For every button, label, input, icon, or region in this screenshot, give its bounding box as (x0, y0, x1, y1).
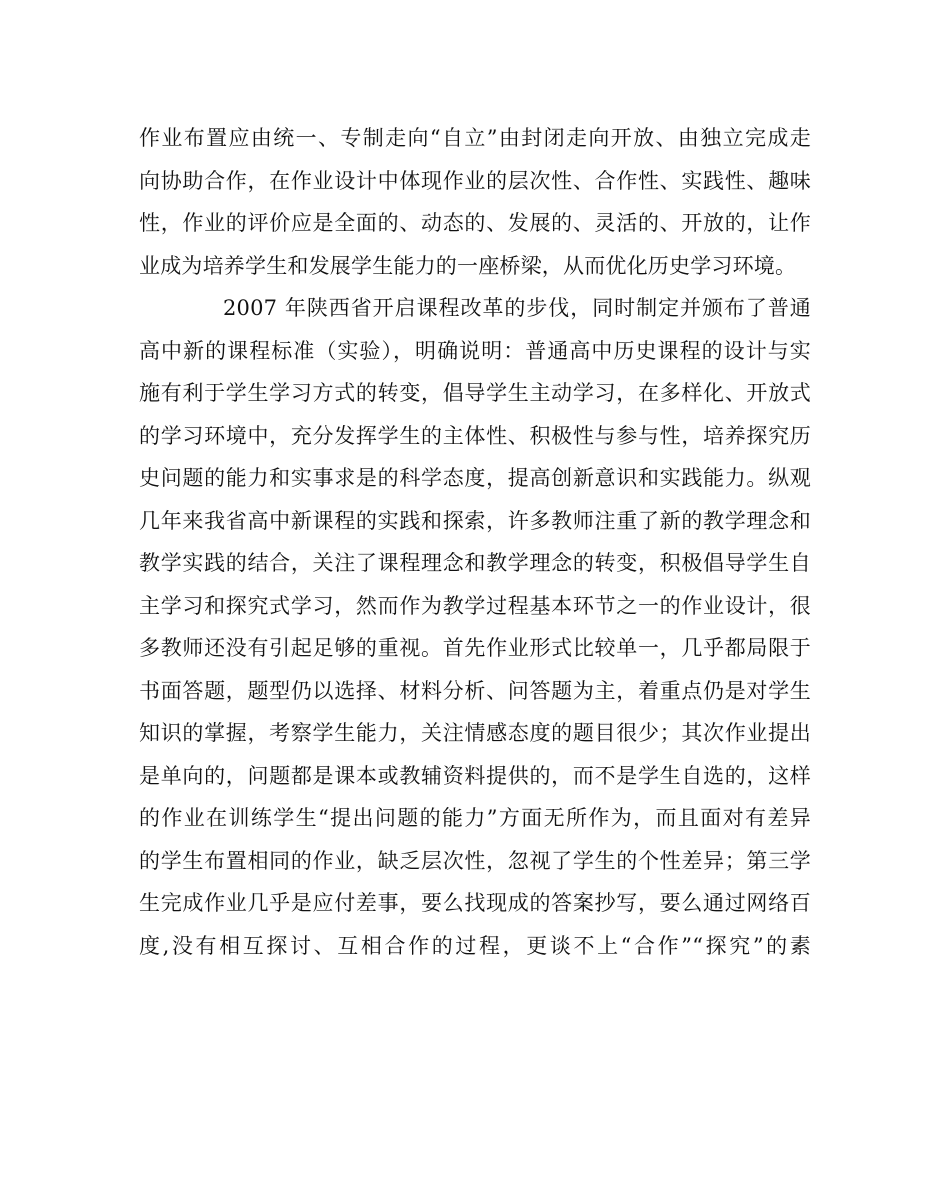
text-line: 几年来我省高中新课程的实践和探索，许多教师注重了新的教学理念和 (139, 508, 811, 533)
text-line: 的学习环境中，充分发挥学生的主体性、积极性与参与性，培养探究历 (139, 423, 811, 448)
text-line: 是单向的，问题都是课本或教辅资料提供的，而不是学生自选的，这样 (139, 763, 811, 788)
text-line: 向协助合作，在作业设计中体现作业的层次性、合作性、实践性、趣味 (139, 168, 811, 193)
text-line: 主学习和探究式学习，然而作为教学过程基本环节之一的作业设计，很 (139, 593, 811, 618)
text-line: 高中新的课程标准（实验），明确说明：普通高中历史课程的设计与实 (139, 338, 811, 363)
text-line: 性，作业的评价应是全面的、动态的、发展的、灵活的、开放的，让作 (139, 211, 811, 235)
text-line: 2007 年陕西省开启课程改革的步伐，同时制定并颁布了普通 (223, 296, 811, 320)
text-line: 知识的掌握，考察学生能力，关注情感态度的题目很少；其次作业提出 (139, 721, 811, 745)
text-line: 度,没有相互探讨、互相合作的过程，更谈不上“合作”“探究”的素 (139, 933, 811, 958)
text-line: 的作业在训练学生“提出问题的能力”方面无所作为，而且面对有差异 (139, 806, 811, 830)
body-text (139, 117, 811, 967)
text-line: 施有利于学生学习方式的转变，倡导学生主动学习，在多样化、开放式 (139, 381, 811, 405)
text-line: 作业布置应由统一、专制走向“自立”由封闭走向开放、由独立完成走 (139, 126, 811, 150)
text-line: 多教师还没有引起足够的重视。首先作业形式比较单一，几乎都局限于 (139, 636, 811, 660)
text-line: 的学生布置相同的作业，缺乏层次性，忽视了学生的个性差异；第三学 (139, 848, 811, 873)
text-line: 教学实践的结合，关注了课程理念和教学理念的转变，积极倡导学生自 (139, 551, 811, 575)
text-line: 书面答题，题型仍以选择、材料分析、问答题为主，着重点仍是对学生 (139, 678, 811, 703)
text-line: 生完成作业几乎是应付差事，要么找现成的答案抄写，要么通过网络百 (139, 891, 811, 915)
text-line: 史问题的能力和实事求是的科学态度，提高创新意识和实践能力。纵观 (139, 466, 811, 490)
text-line: 业成为培养学生和发展学生能力的一座桥梁，从而优化历史学习环境。 (139, 253, 797, 278)
